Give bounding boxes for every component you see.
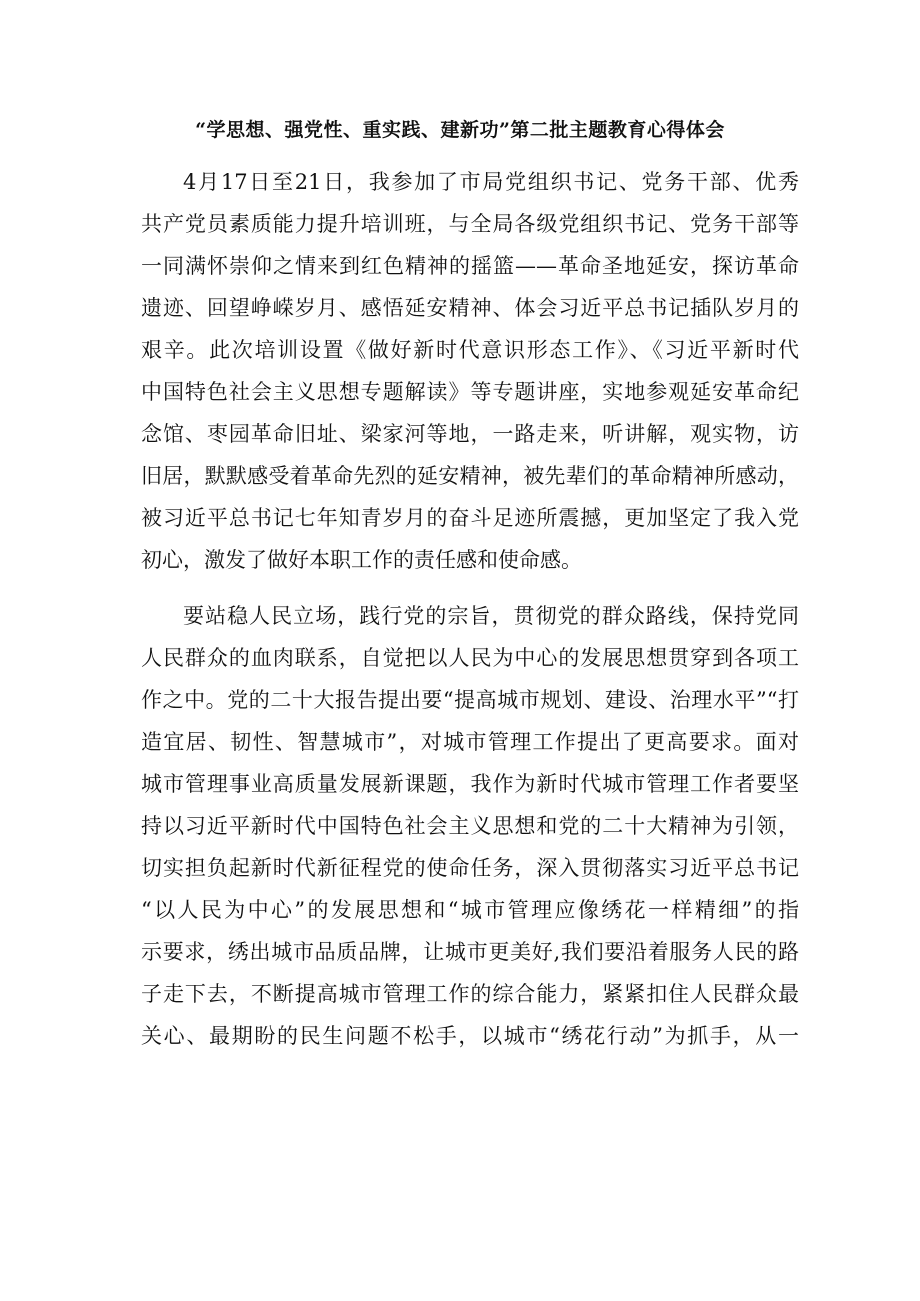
text-line: “以人民为中心”的发展思想和“城市管理应像绣花一样精细”的指 <box>141 898 799 922</box>
text-line: 人民群众的血肉联系，自觉把以人民为中心的发展思想贯穿到各项工 <box>141 646 799 670</box>
text-line: 切实担负起新时代新征程党的使命任务，深入贯彻落实习近平总书记 <box>141 856 799 880</box>
text-line: 旧居，默默感受着革命先烈的延安精神，被先辈们的革命精神所感动， <box>141 464 799 488</box>
paragraph-2 <box>141 595 799 1057</box>
text-line: 4月17日至21日，我参加了市局党组织书记、党务干部、优秀 <box>183 170 799 194</box>
text-line: 持以习近平新时代中国特色社会主义思想和党的二十大精神为引领， <box>141 814 799 838</box>
text-line: 城市管理事业高质量发展新课题，我作为新时代城市管理工作者要坚 <box>141 772 799 796</box>
paragraph-1 <box>141 161 799 581</box>
text-line: 示要求，绣出城市品质品牌，让城市更美好,我们要沿着服务人民的路 <box>141 940 799 964</box>
document-body <box>141 161 799 1071</box>
text-line: 造宜居、韧性、智慧城市”，对城市管理工作提出了更高要求。面对 <box>141 730 799 754</box>
text-line: 关心、最期盼的民生问题不松手，以城市“绣花行动”为抓手，从一 <box>141 1024 799 1048</box>
text-line: 一同满怀崇仰之情来到红色精神的摇篮——革命圣地延安，探访革命 <box>141 254 799 278</box>
text-line: 遗迹、回望峥嵘岁月、感悟延安精神、体会习近平总书记插队岁月的 <box>141 296 799 320</box>
text-line: 艰辛。此次培训设置《做好新时代意识形态工作》、《习近平新时代 <box>141 338 799 362</box>
text-line: 子走下去，不断提高城市管理工作的综合能力，紧紧扣住人民群众最 <box>141 982 799 1006</box>
document-title: “学思想、强党性、重实践、建新功”第二批主题教育心得体会 <box>195 119 725 141</box>
text-line: 作之中。党的二十大报告提出要“提高城市规划、建设、治理水平”“打 <box>141 688 799 712</box>
text-line: 共产党员素质能力提升培训班，与全局各级党组织书记、党务干部等 <box>141 212 799 236</box>
text-line: 要站稳人民立场，践行党的宗旨，贯彻党的群众路线，保持党同 <box>183 604 799 628</box>
text-line: 被习近平总书记七年知青岁月的奋斗足迹所震撼，更加坚定了我入党 <box>141 506 799 530</box>
text-line: 念馆、枣园革命旧址、梁家河等地，一路走来，听讲解，观实物，访 <box>141 422 799 446</box>
text-line: 初心，激发了做好本职工作的责任感和使命感。 <box>141 548 582 572</box>
text-line: 中国特色社会主义思想专题解读》等专题讲座，实地参观延安革命纪 <box>141 380 799 404</box>
